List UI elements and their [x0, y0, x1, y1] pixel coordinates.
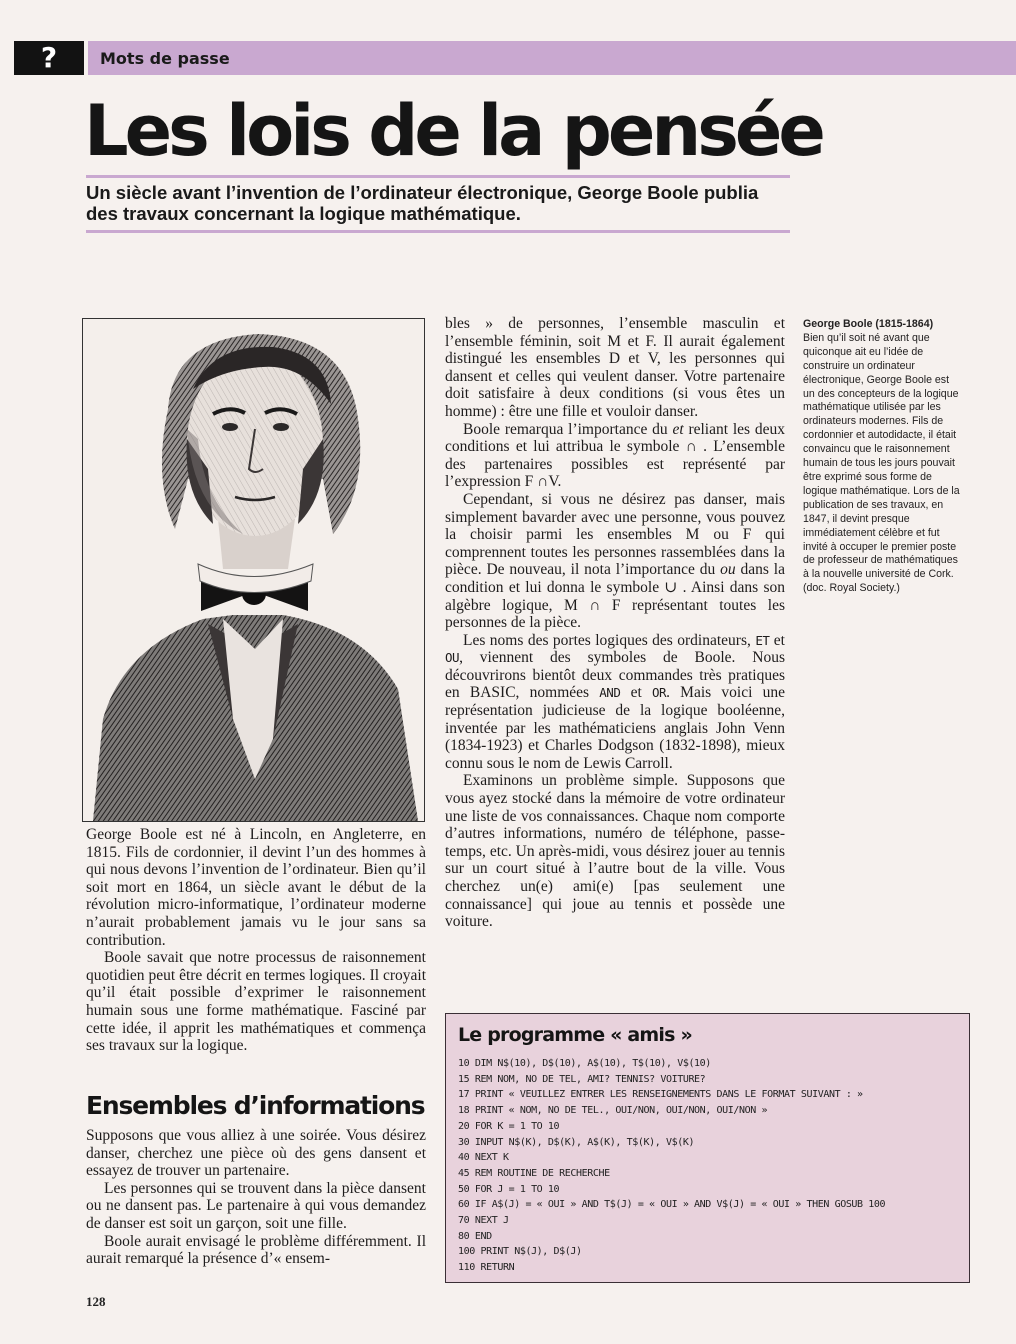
paragraph-personnes: Les personnes qui se trouvent dans la pièce dansent ou ne dansent pas. Le partenaire à qui vous demandez de danser est soit un garçon, soit une fille.	[86, 1179, 426, 1232]
paragraph-logic-gates: Les noms des portes logiques des ordinateurs, ET et OU, viennent des symboles de Boole. Nous découvrirons bientôt deux commandes très pratiques en BASIC, nommées AND et OR. Mais voici une représentation judicieuse de la logique booléenne, inventée par les mathématiciens anglais John Venn (1834-1923) et Charles Dodgson (1832-1898), mieux connu sous le nom de Lewis Carroll.	[445, 631, 786, 772]
paragraph-et-symbol: Boole remarqua l’importance du et reliant les deux conditions et lui attribua le symbole ∩ . L’ensemble des partenaires possibles est représenté par l’expression F ∩V.	[445, 420, 785, 491]
left-column-text-2	[86, 1127, 426, 1268]
caption-title: George Boole (1815-1864)	[803, 318, 934, 330]
paragraph-probleme: Examinons un problème simple. Supposons que vous ayez stocké dans la mémoire de votre ordinateur une liste de vos connaissances. Chaque nom comporte d’autres informations, numéro de téléphone, passe-temps, etc. Un après-midi, vous désirez jouer au tennis sur un court situé à l’autre bout de la ville. Vous cherchez un(e) ami(e) [pas seulement une connaissance] qui joue au tennis et possède une voiture.	[445, 772, 785, 931]
portrait-illustration	[83, 319, 424, 821]
paragraph-boole-reasoning: Boole savait que notre processus de raisonnement quotidien peut être décrit en termes logiques. Il croyait qu’il était possible d’exprimer le raisonnement humain sous une forme mathématique. Fasciné par cette idée, il apprit les mathématiques et commença ses travaux sur la logique.	[86, 949, 426, 1055]
question-mark-icon: ?	[14, 41, 84, 75]
program-line: 45 REM ROUTINE DE RECHERCHE	[458, 1167, 610, 1179]
program-line: 10 DIM N$(10), D$(10), A$(10), T$(10), V$(10)	[458, 1058, 711, 1069]
rubric-header	[0, 41, 1016, 75]
rubric-label: Mots de passe	[88, 41, 1016, 75]
intro-text: Un siècle avant l’invention de l’ordinateur électronique, George Boole publia des travaux concernant la logique mathématique.	[86, 182, 759, 224]
paragraph-ensembles: bles » de personnes, l’ensemble masculin et l’ensemble féminin, soit M et F. Il aurait également distingué les ensembles D et V, les personnes qui dansent et celles qui veulent danser. Votre partenaire doit satisfaire à deux conditions (si vous êtes un homme) : être une fille et vouloir danser.	[445, 315, 785, 420]
program-line: 110 RETURN	[458, 1262, 515, 1274]
program-line: 50 FOR J = 1 TO 10	[458, 1183, 560, 1195]
program-line: 20 FOR K = 1 TO 10	[458, 1120, 560, 1132]
paragraph-ou-symbol: Cependant, si vous ne désirez pas danser, mais simplement bavarder avec une personne, vous pouvez la choisir parmi les ensembles M ou F qui comprennent toutes les personnes rassemblées dans la pièce. De nouveau, il nota l’importance du ou dans la condition et lui donna le symbole ∪ . Ainsi dans son algèbre logique, M ∩ F représentant toutes les personnes de la pièce.	[445, 490, 785, 632]
paragraph-soiree: Supposons que vous alliez à une soirée. Vous désirez danser, cherchez une pièce où des gens dansent et essayez de trouver un partenaire.	[86, 1127, 426, 1180]
program-line: 80 END	[458, 1230, 492, 1242]
program-line: 70 NEXT J	[458, 1215, 509, 1227]
program-line: 15 REM NOM, NO DE TEL, AMI? TENNIS? VOITURE?	[458, 1073, 706, 1085]
program-lines	[458, 1056, 963, 1276]
intro-rule-top	[86, 175, 790, 178]
program-listing-box	[445, 1013, 970, 1283]
portrait-caption	[803, 318, 963, 596]
section-subheading: Ensembles d’informations	[86, 1091, 425, 1120]
program-line: 60 IF A$(J) = « OUI » AND T$(J) = « OUI » AND V$(J) = « OUI » THEN GOSUB 100	[458, 1199, 886, 1211]
page-number: 128	[86, 1294, 106, 1309]
program-line: 17 PRINT « VEUILLEZ ENTRER LES RENSEIGNEMENTS DANS LE FORMAT SUIVANT : »	[458, 1089, 863, 1101]
caption-text: Bien qu’il soit né avant que quiconque ait eu l’idée de construire un ordinateur électronique, George Boole est un des concepteurs de la logique mathématique utilisée par les ordinateurs modernes. Fils de cordonnier et autodidacte, il était convaincu que le raisonnement humain de tous les jours pouvait être exprimé sous forme de logique mathématique. Lors de la publication de ses travaux, en 1847, il devint presque immédiatement célèbre et fut invité à occuper le premier poste de professeur de mathématiques à la nouvelle université de Cork. (doc. Royal Society.)	[803, 331, 960, 595]
paragraph-boole-envisage: Boole aurait envisagé le problème différemment. Il aurait remarqué la présence d’« ensem-	[86, 1232, 426, 1268]
program-title: Le programme « amis »	[458, 1024, 692, 1046]
middle-column-text	[445, 315, 785, 931]
program-line: 30 INPUT N$(K), D$(K), A$(K), T$(K), V$(K)	[458, 1136, 695, 1148]
left-column-text	[86, 826, 426, 1055]
paragraph-boole-birth: George Boole est né à Lincoln, en Angleterre, en 1815. Fils de cordonnier, il devint l’un des hommes à qui nous devons l’invention de l’ordinateur. Bien qu’il soit mort en 1864, un siècle avant le début de la révolution micro-informatique, l’ordinateur moderne n’aurait probablement jamais vu le jour sans sa contribution.	[86, 826, 426, 949]
program-line: 40 NEXT K	[458, 1152, 509, 1164]
intro-rule-bottom	[86, 230, 790, 233]
boole-portrait	[82, 318, 425, 822]
program-line: 18 PRINT « NOM, NO DE TEL., OUI/NON, OUI/NON, OUI/NON »	[458, 1105, 768, 1117]
program-line: 100 PRINT N$(J), D$(J)	[458, 1246, 582, 1258]
page-title: Les lois de la pensée	[84, 90, 822, 172]
